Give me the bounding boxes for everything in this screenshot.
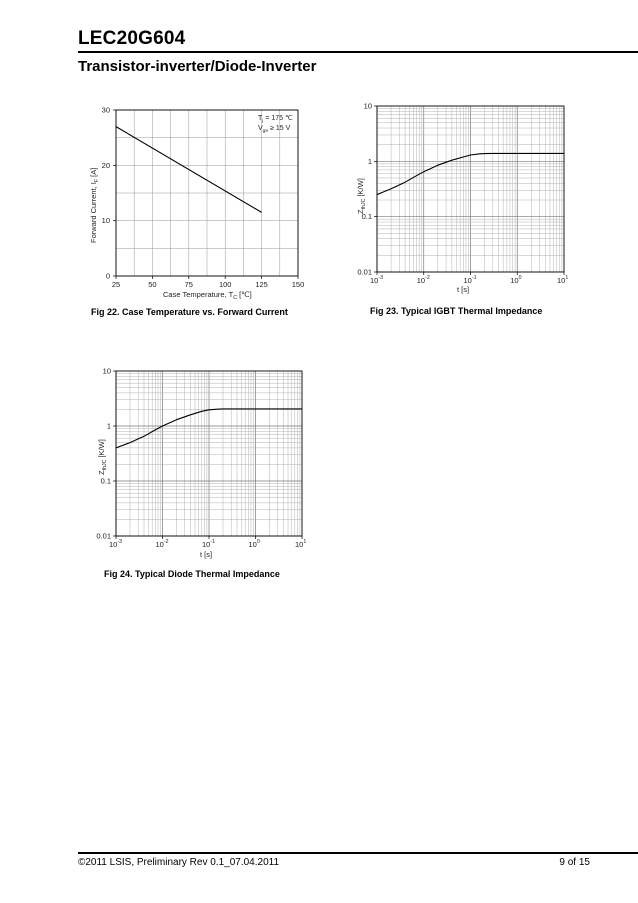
footer-rule — [78, 852, 638, 854]
fig24-x-tick-label: $10^1$ — [295, 539, 307, 549]
fig22-annotation-vge: $V_{ge} \ge 15$ V — [258, 125, 291, 134]
fig23-x-tick-label: $10^{-3}$ — [370, 275, 384, 285]
fig24-y-tick-label: 0.1 — [100, 476, 111, 486]
fig23-y-tick-label: 0.1 — [361, 212, 372, 222]
fig22-caption: Fig 22. Case Temperature vs. Forward Current — [91, 307, 288, 317]
fig22-y-axis-label: Forward Current, $I_F$ [A] — [89, 167, 100, 243]
footer-page-number: 9 of 15 — [559, 857, 590, 868]
fig23-chart — [343, 98, 583, 303]
fig22-x-tick-label: 100 — [218, 280, 232, 289]
fig23-x-tick-label: $10^{-1}$ — [463, 275, 477, 285]
fig22-y-tick-label: 0 — [105, 271, 110, 281]
fig24-y-tick-label: 1 — [106, 421, 111, 431]
fig24-x-axis-label: t [s] — [200, 550, 213, 559]
fig24-x-tick-label: $10^{-2}$ — [155, 539, 169, 549]
fig22-x-tick-label: 75 — [184, 280, 193, 289]
header-rule — [78, 51, 638, 53]
section-title: Transistor-inverter/Diode-Inverter — [78, 58, 317, 75]
fig24-x-tick-label: $10^{-1}$ — [202, 539, 216, 549]
fig22-x-tick-label: 25 — [111, 280, 121, 289]
fig22-x-tick-label: 125 — [255, 280, 268, 289]
fig22-x-tick-label: 150 — [291, 280, 305, 289]
fig23-x-axis-label: t [s] — [457, 285, 470, 294]
fig24-y-axis-label: $Z_{thJC}$ [K/W] — [97, 439, 108, 475]
fig22-y-tick-label: 30 — [101, 105, 110, 115]
footer-copyright: ©2011 LSIS, Preliminary Rev 0.1_07.04.2011 — [78, 857, 280, 868]
fig24-y-tick-label: 0.01 — [96, 531, 111, 541]
fig22-x-tick-label: 50 — [148, 280, 157, 289]
fig22-y-tick-label: 20 — [101, 160, 110, 170]
fig23-y-tick-label: 1 — [367, 156, 372, 166]
fig22-chart — [78, 98, 318, 303]
fig24-y-tick-label: 10 — [102, 366, 111, 376]
fig23-x-tick-label: $10^0$ — [510, 275, 522, 285]
fig24-x-tick-label: $10^{-3}$ — [109, 539, 123, 549]
fig22-annotation-tj: $T_j = 175$ ℃ — [258, 115, 293, 124]
fig23-y-tick-label: 0.01 — [357, 267, 372, 277]
fig23-x-tick-label: $10^1$ — [557, 275, 569, 285]
fig23-x-tick-label: $10^{-2}$ — [416, 275, 430, 285]
fig23-y-tick-label: 10 — [363, 101, 372, 111]
part-number: LEC20G604 — [78, 28, 186, 49]
fig24-x-tick-label: $10^0$ — [248, 539, 260, 549]
fig23-y-axis-label: $Z_{thJC}$ [K/W] — [356, 178, 367, 214]
fig22-x-axis-label: Case Temperature, $T_C$ [℃] — [163, 290, 252, 301]
fig22-y-tick-label: 10 — [101, 216, 110, 226]
fig24-chart — [84, 363, 324, 563]
fig24-caption: Fig 24. Typical Diode Thermal Impedance — [104, 569, 280, 579]
fig23-caption: Fig 23. Typical IGBT Thermal Impedance — [370, 306, 543, 316]
